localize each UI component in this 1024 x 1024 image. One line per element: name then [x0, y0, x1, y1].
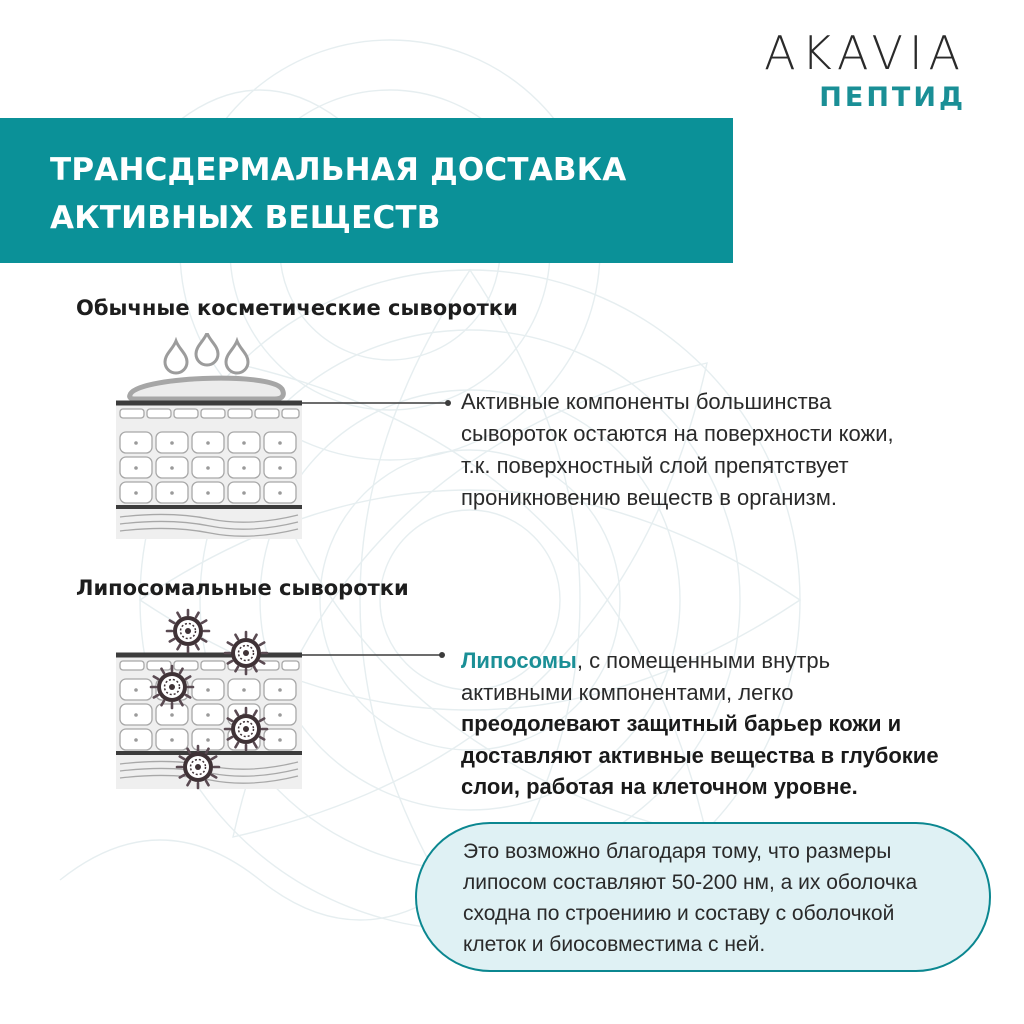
section-title-regular-serums: Обычные косметические сыворотки: [76, 296, 518, 320]
brand-name: AKAVIA: [764, 26, 966, 80]
title-line-2: АКТИВНЫХ ВЕЩЕСТВ: [50, 200, 441, 236]
page-title: [50, 146, 626, 242]
liposome-icon: [167, 610, 209, 652]
title-banner: [0, 118, 733, 263]
regular-serum-description: Активные компоненты большинства сывороток остаются на поверхности кожи, т.к. поверхностный слой препятствует проникновению веществ в организм.: [461, 389, 894, 510]
brand-logo: [764, 26, 966, 113]
liposomes-highlight: Липосомы: [461, 648, 577, 673]
brand-subtitle: ПЕПТИД: [819, 82, 966, 113]
info-note-box: [415, 822, 991, 972]
water-drops-icon: [165, 333, 248, 373]
skin-layers-drops-illustration: [110, 333, 460, 545]
section-title-liposomal-serums: Липосомальные сыворотки: [76, 576, 409, 600]
skin-layers-liposomes-illustration: [110, 605, 460, 795]
note-text: Это возможно благодаря тому, что размеры липосом составляют 50-200 нм, а их оболочка сходна по строениию и составу с оболочкой клеток и биосовместима с ней.: [463, 840, 918, 956]
title-line-1: ТРАНСДЕРМАЛЬНАЯ ДОСТАВКА: [50, 152, 627, 188]
serum-layer-icon: [130, 378, 284, 399]
liposomal-serum-description: Липосомы, с помещенными внутрь активными компонентами, легко преодолевают защитный барьер кожи и доставляют активные вещества в глубокие слои, работая на клеточном уровне.: [461, 648, 939, 799]
